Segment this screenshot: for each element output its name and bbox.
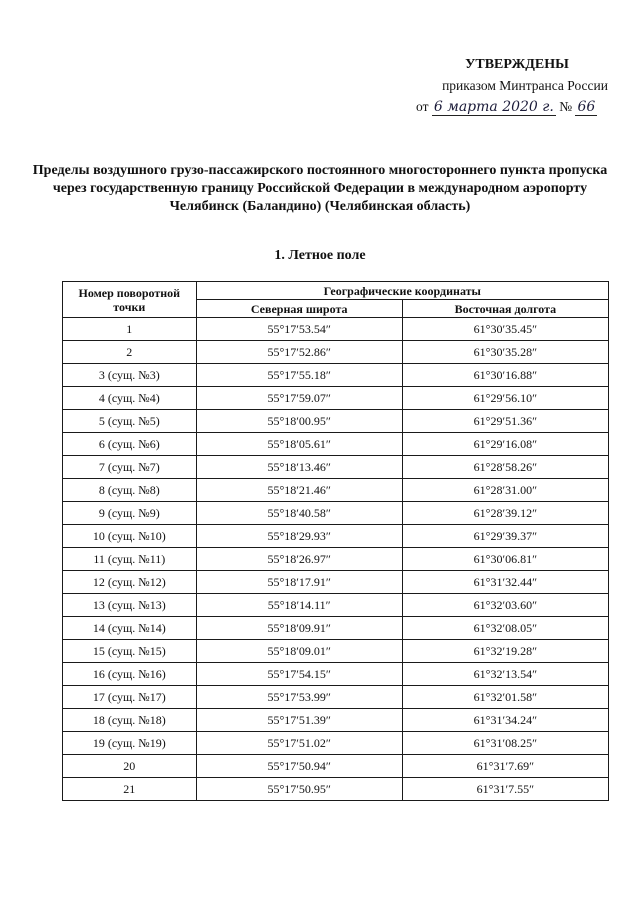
point-number-cell: 21 — [63, 778, 197, 801]
table-row — [63, 640, 609, 663]
latitude-cell: 55°18′29.93″ — [196, 525, 402, 548]
point-number-cell: 5 (сущ. №5) — [63, 410, 197, 433]
longitude-cell: 61°31′7.69″ — [402, 755, 608, 778]
point-number-cell: 7 (сущ. №7) — [63, 456, 197, 479]
longitude-cell: 61°28′58.26″ — [402, 456, 608, 479]
approval-order-line: приказом Минтранса России — [442, 78, 608, 93]
table-row — [63, 617, 609, 640]
longitude-cell: 61°32′13.54″ — [402, 663, 608, 686]
point-number-cell: 13 (сущ. №13) — [63, 594, 197, 617]
table-row — [63, 548, 609, 571]
table-row — [63, 387, 609, 410]
latitude-cell: 55°18′40.58″ — [196, 502, 402, 525]
table-row — [63, 686, 609, 709]
latitude-cell: 55°17′52.86″ — [196, 341, 402, 364]
latitude-cell: 55°18′13.46″ — [196, 456, 402, 479]
handwritten-number: 66 — [577, 99, 596, 115]
point-number-cell: 8 (сущ. №8) — [63, 479, 197, 502]
point-number-cell: 11 (сущ. №11) — [63, 548, 197, 571]
longitude-cell: 61°30′16.88″ — [402, 364, 608, 387]
latitude-cell: 55°17′53.99″ — [196, 686, 402, 709]
table-row — [63, 479, 609, 502]
header-north-latitude: Северная широта — [196, 300, 402, 318]
table-row — [63, 364, 609, 387]
point-number-cell: 17 (сущ. №17) — [63, 686, 197, 709]
table-row — [63, 410, 609, 433]
latitude-cell: 55°17′50.94″ — [196, 755, 402, 778]
header-east-longitude: Восточная долгота — [402, 300, 608, 318]
table-row — [63, 732, 609, 755]
point-number-cell: 6 (сущ. №6) — [63, 433, 197, 456]
point-number-cell: 16 (сущ. №16) — [63, 663, 197, 686]
table-row — [63, 571, 609, 594]
point-number-cell: 3 (сущ. №3) — [63, 364, 197, 387]
point-number-cell: 14 (сущ. №14) — [63, 617, 197, 640]
latitude-cell: 55°18′17.91″ — [196, 571, 402, 594]
longitude-cell: 61°30′35.45″ — [402, 318, 608, 341]
coordinates-table-body — [63, 318, 609, 801]
coordinates-table — [62, 281, 609, 801]
point-number-cell: 9 (сущ. №9) — [63, 502, 197, 525]
table-row — [63, 755, 609, 778]
latitude-cell: 55°17′51.39″ — [196, 709, 402, 732]
latitude-cell: 55°17′54.15″ — [196, 663, 402, 686]
longitude-cell: 61°30′06.81″ — [402, 548, 608, 571]
point-number-cell: 10 (сущ. №10) — [63, 525, 197, 548]
longitude-cell: 61°28′31.00″ — [402, 479, 608, 502]
longitude-cell: 61°32′19.28″ — [402, 640, 608, 663]
latitude-cell: 55°18′14.11″ — [196, 594, 402, 617]
header-point-number: Номер поворотной точки — [63, 282, 197, 318]
latitude-cell: 55°17′55.18″ — [196, 364, 402, 387]
approval-date-line — [400, 98, 620, 116]
table-row — [63, 502, 609, 525]
section-title: 1. Летное поле — [274, 248, 366, 263]
table-row — [63, 318, 609, 341]
longitude-cell: 61°31′32.44″ — [402, 571, 608, 594]
latitude-cell: 55°17′53.54″ — [196, 318, 402, 341]
point-number-cell: 15 (сущ. №15) — [63, 640, 197, 663]
approval-title: УТВЕРЖДЕНЫ — [465, 57, 569, 72]
point-number-cell: 12 (сущ. №12) — [63, 571, 197, 594]
table-row — [63, 709, 609, 732]
point-number-cell: 1 — [63, 318, 197, 341]
longitude-cell: 61°31′7.55″ — [402, 778, 608, 801]
number-label: № — [559, 99, 573, 114]
table-row — [63, 594, 609, 617]
latitude-cell: 55°18′09.91″ — [196, 617, 402, 640]
longitude-cell: 61°30′35.28″ — [402, 341, 608, 364]
latitude-cell: 55°18′05.61″ — [196, 433, 402, 456]
table-row — [63, 525, 609, 548]
longitude-cell: 61°32′01.58″ — [402, 686, 608, 709]
latitude-cell: 55°18′00.95″ — [196, 410, 402, 433]
longitude-cell: 61°29′39.37″ — [402, 525, 608, 548]
table-row — [63, 456, 609, 479]
longitude-cell: 61°28′39.12″ — [402, 502, 608, 525]
latitude-cell: 55°18′21.46″ — [196, 479, 402, 502]
point-number-cell: 20 — [63, 755, 197, 778]
table-row — [63, 778, 609, 801]
approval-block — [400, 56, 620, 116]
header-geo-coordinates: Географические координаты — [196, 282, 608, 300]
latitude-cell: 55°17′51.02″ — [196, 732, 402, 755]
point-number-cell: 19 (сущ. №19) — [63, 732, 197, 755]
point-number-cell: 18 (сущ. №18) — [63, 709, 197, 732]
latitude-cell: 55°17′59.07″ — [196, 387, 402, 410]
longitude-cell: 61°32′08.05″ — [402, 617, 608, 640]
longitude-cell: 61°29′16.08″ — [402, 433, 608, 456]
point-number-cell: 4 (сущ. №4) — [63, 387, 197, 410]
table-row — [63, 341, 609, 364]
latitude-cell: 55°18′09.01″ — [196, 640, 402, 663]
point-number-cell: 2 — [63, 341, 197, 364]
longitude-cell: 61°32′03.60″ — [402, 594, 608, 617]
table-row — [63, 663, 609, 686]
longitude-cell: 61°29′51.36″ — [402, 410, 608, 433]
latitude-cell: 55°17′50.95″ — [196, 778, 402, 801]
longitude-cell: 61°29′56.10″ — [402, 387, 608, 410]
longitude-cell: 61°31′08.25″ — [402, 732, 608, 755]
date-prefix: от — [416, 99, 429, 114]
longitude-cell: 61°31′34.24″ — [402, 709, 608, 732]
handwritten-date: 6 марта 2020 г. — [433, 99, 554, 115]
table-row — [63, 433, 609, 456]
document-title: Пределы воздушного грузо-пассажирского постоянного многостороннего пункта пропуска через государственную границу Российской Федерации в международном аэропорту Челябинск (Баландино) (Челябинская область) — [32, 163, 608, 214]
latitude-cell: 55°18′26.97″ — [196, 548, 402, 571]
